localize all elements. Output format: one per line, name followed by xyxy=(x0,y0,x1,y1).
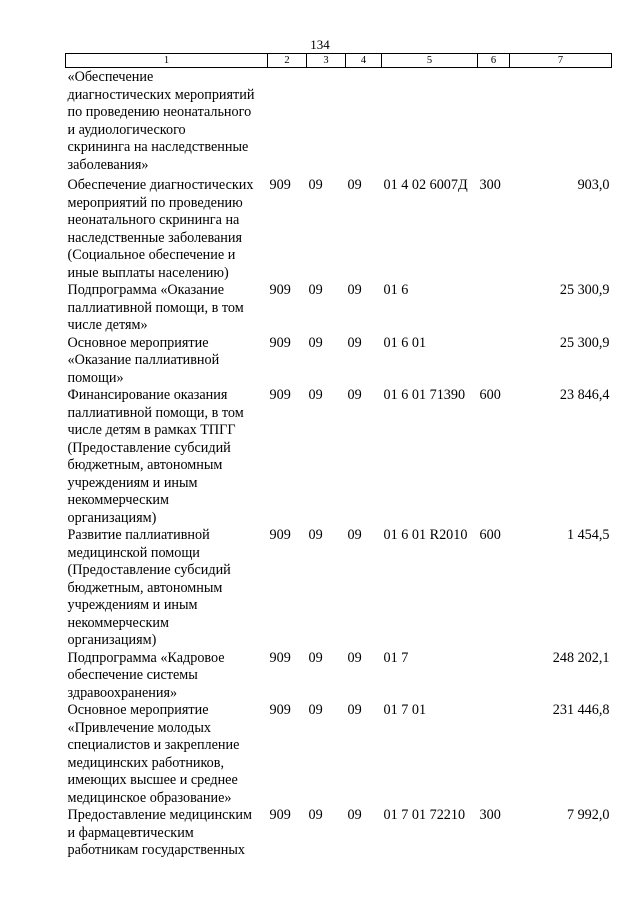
item-name-line: Основное мероприятие xyxy=(67,334,209,351)
item-name-line: паллиативной помощи, в том xyxy=(67,404,244,421)
table-row xyxy=(66,807,612,860)
header-col-6: 6 xyxy=(478,54,510,68)
target-code xyxy=(382,68,478,178)
item-name-line: иные выплаты населению) xyxy=(67,264,229,281)
item-name-line: Подпрограмма «Кадровое xyxy=(67,649,225,666)
table-row xyxy=(66,702,612,807)
code-column-3 xyxy=(307,68,346,178)
item-name-line: здравоохранения» xyxy=(67,684,178,701)
code-column-4: 09 xyxy=(347,387,362,403)
item-name xyxy=(66,282,268,335)
item-name-line: учреждениям и иным xyxy=(67,597,198,613)
amount: 23 846,4 xyxy=(559,387,610,403)
amount: 7 992,0 xyxy=(566,807,610,823)
amount: 25 300,9 xyxy=(559,334,610,351)
item-name-line: по проведению неонатального xyxy=(67,104,252,120)
item-name-line: неонатального скрининга на xyxy=(67,212,240,228)
item-name-line: работникам государственных xyxy=(67,842,245,858)
target-code: 01 6 01 xyxy=(383,334,427,351)
item-name-line: обеспечение системы xyxy=(67,667,198,683)
item-name-line: диагностических мероприятий xyxy=(67,86,255,103)
item-name-line: паллиативной помощи, в том xyxy=(67,299,244,316)
code-column-2: 909 xyxy=(269,282,291,298)
item-name-line: мероприятий по проведению xyxy=(67,194,243,211)
item-name-line: имеющих высшее и среднее xyxy=(67,772,238,788)
code-column-3: 09 xyxy=(308,282,323,298)
code-column-4: 09 xyxy=(347,527,362,543)
expense-type: 600 xyxy=(479,527,501,543)
item-name-line: (Предоставление субсидий xyxy=(67,562,231,578)
code-column-3: 09 xyxy=(308,649,323,666)
table-row xyxy=(66,177,612,282)
item-name-line: наследственные заболевания xyxy=(67,229,242,246)
item-name-line: числе детям» xyxy=(67,317,148,333)
item-name-line: Развитие паллиативной xyxy=(67,527,210,543)
code-column-4: 09 xyxy=(347,807,362,823)
table-row xyxy=(66,335,612,388)
code-column-2: 909 xyxy=(269,807,291,823)
item-name-line: «Привлечение молодых xyxy=(67,719,212,736)
code-column-2: 909 xyxy=(269,649,291,666)
item-name-line: организациям) xyxy=(67,509,157,526)
amount xyxy=(510,68,612,178)
code-column-4: 09 xyxy=(347,702,362,718)
table-row xyxy=(66,387,612,527)
item-name-line: организациям) xyxy=(67,632,157,648)
item-name-line: и фармацевтическим xyxy=(67,824,194,841)
target-code: 01 4 02 6007Д xyxy=(383,177,468,193)
item-name xyxy=(66,650,268,703)
target-code: 01 6 01 71390 xyxy=(383,387,466,403)
item-name-line: медицинской помощи xyxy=(67,544,200,561)
item-name-line: бюджетным, автономным xyxy=(67,457,223,473)
code-column-3: 09 xyxy=(308,702,323,718)
item-name-line: скрининга на наследственные xyxy=(67,139,249,155)
amount: 25 300,9 xyxy=(559,282,610,298)
table-row xyxy=(66,527,612,650)
code-column-2: 909 xyxy=(269,527,291,543)
amount: 248 202,1 xyxy=(552,649,610,666)
header-col-3: 3 xyxy=(307,54,346,68)
amount: 231 446,8 xyxy=(552,702,610,718)
code-column-3: 09 xyxy=(308,177,323,193)
header-col-2: 2 xyxy=(268,54,307,68)
budget-table xyxy=(65,53,612,860)
item-name-line: учреждениям и иным xyxy=(67,474,198,491)
item-name-line: «Обеспечение xyxy=(67,69,154,85)
item-name-line: медицинское образование» xyxy=(67,789,232,806)
code-column-3: 09 xyxy=(308,807,323,823)
item-name xyxy=(66,387,268,527)
code-column-4 xyxy=(346,68,382,178)
table-row xyxy=(66,650,612,703)
code-column-2: 909 xyxy=(269,177,291,193)
item-name xyxy=(66,177,268,282)
target-code: 01 6 01 R2010 xyxy=(383,527,468,543)
code-column-3: 09 xyxy=(308,334,323,351)
item-name-line: (Социальное обеспечение и xyxy=(67,247,236,263)
item-name xyxy=(66,335,268,388)
table-row xyxy=(66,68,612,178)
item-name xyxy=(66,527,268,650)
expense-type: 600 xyxy=(479,387,501,403)
code-column-2 xyxy=(268,68,307,178)
item-name-line: Основное мероприятие xyxy=(67,702,209,718)
target-code: 01 6 xyxy=(383,282,409,298)
item-name-line: некоммерческим xyxy=(67,492,169,508)
code-column-3: 09 xyxy=(308,387,323,403)
target-code: 01 7 01 72210 xyxy=(383,807,466,823)
item-name xyxy=(66,68,268,178)
item-name-line: числе детям в рамках ТПГГ xyxy=(67,422,236,438)
item-name-line: Предоставление медицинским xyxy=(67,807,252,823)
code-column-4: 09 xyxy=(347,334,362,351)
table-header xyxy=(66,54,612,68)
item-name-line: Финансирование оказания xyxy=(67,387,228,403)
code-column-3: 09 xyxy=(308,527,323,543)
code-column-4: 09 xyxy=(347,177,362,193)
item-name-line: медицинских работников, xyxy=(67,754,225,771)
expense-type xyxy=(478,68,510,178)
expense-type: 300 xyxy=(479,807,501,823)
item-name xyxy=(66,702,268,807)
expense-type: 300 xyxy=(479,177,501,193)
expense-type xyxy=(478,702,510,807)
code-column-2: 909 xyxy=(269,702,291,718)
item-name-line: бюджетным, автономным xyxy=(67,579,223,596)
code-column-4: 09 xyxy=(347,649,362,666)
item-name-line: Подпрограмма «Оказание xyxy=(67,282,225,298)
amount: 903,0 xyxy=(577,177,610,193)
code-column-2: 909 xyxy=(269,387,291,403)
expense-type xyxy=(478,282,510,335)
item-name-line: заболевания» xyxy=(67,156,149,173)
code-column-2: 909 xyxy=(269,334,291,351)
page-number: 134 xyxy=(310,37,330,52)
header-col-4: 4 xyxy=(346,54,382,68)
item-name-line: «Оказание паллиативной xyxy=(67,352,220,368)
expense-type xyxy=(478,335,510,388)
table-body xyxy=(66,68,612,860)
item-name-line: (Предоставление субсидий xyxy=(67,439,231,456)
item-name-line: Обеспечение диагностических xyxy=(67,177,254,193)
header-col-5: 5 xyxy=(382,54,478,68)
target-code: 01 7 xyxy=(383,649,409,666)
header-col-1: 1 xyxy=(66,54,268,68)
item-name-line: помощи» xyxy=(67,369,124,386)
item-name xyxy=(66,807,268,860)
header-col-7: 7 xyxy=(510,54,612,68)
table-row xyxy=(66,282,612,335)
item-name-line: специалистов и закрепление xyxy=(67,737,240,753)
amount: 1 454,5 xyxy=(566,527,610,543)
item-name-line: и аудиологического xyxy=(67,121,186,138)
item-name-line: некоммерческим xyxy=(67,614,169,631)
target-code: 01 7 01 xyxy=(383,702,427,718)
expense-type xyxy=(478,650,510,703)
code-column-4: 09 xyxy=(347,282,362,298)
